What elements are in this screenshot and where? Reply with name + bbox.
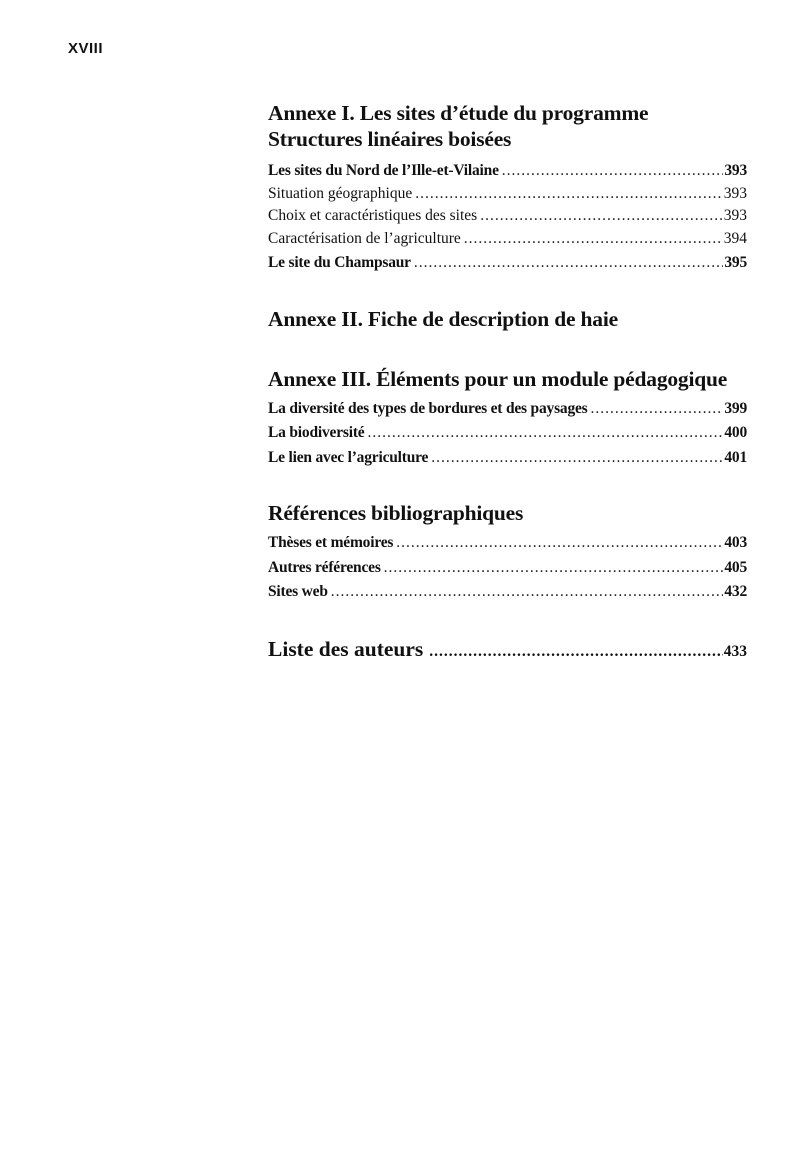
entry-page: 401 <box>724 448 747 466</box>
dot-leader <box>415 183 723 206</box>
toc-entry[interactable] <box>268 422 747 445</box>
entry-page: 393 <box>723 184 747 202</box>
entry-page: 395 <box>724 254 747 271</box>
entry-label: Les sites du Nord de l’Ille-et-Vilaine <box>268 162 499 179</box>
entry-label: Le site du Champsaur <box>268 254 411 271</box>
toc-entry[interactable] <box>268 557 747 580</box>
toc-entry[interactable] <box>268 183 747 206</box>
section-title: Annexe I. Les sites d’étude du programme Structures linéaires boisées <box>268 101 649 151</box>
dot-leader <box>367 422 723 445</box>
dot-leader <box>502 160 724 183</box>
entry-label: La diversité des types de bordures et des paysages <box>268 399 588 417</box>
dot-leader <box>464 228 723 251</box>
entry-label: Le lien avec l’agriculture <box>268 448 429 466</box>
toc-entry[interactable] <box>268 252 747 275</box>
toc-entry[interactable] <box>268 160 747 183</box>
entry-label: Thèses et mémoires <box>268 534 394 551</box>
toc-section-annexe-1 <box>268 100 747 275</box>
entry-page: 433 <box>723 642 747 660</box>
toc-entry[interactable] <box>268 447 747 470</box>
toc-entry[interactable] <box>268 581 747 604</box>
dot-leader <box>591 398 724 421</box>
entry-label: La biodiversité <box>268 424 365 441</box>
entry-label: Caractérisation de l’agriculture <box>268 229 461 247</box>
toc-entry[interactable] <box>268 398 747 421</box>
entry-page: 432 <box>724 583 747 600</box>
entry-page: 393 <box>724 162 747 179</box>
dot-leader <box>331 581 724 604</box>
toc-section-annexe-3 <box>268 366 747 470</box>
toc-entry[interactable] <box>268 532 747 555</box>
section-title: Références bibliographiques <box>268 501 524 525</box>
entry-page: 399 <box>724 399 747 417</box>
dot-leader <box>396 532 723 555</box>
toc-entry-authors[interactable] <box>268 636 747 665</box>
entry-page: 400 <box>724 424 747 441</box>
table-of-contents <box>268 100 747 665</box>
section-title: Annexe III. Éléments pour un module pédagogique <box>268 366 728 391</box>
section-title[interactable]: Annexe II. Fiche de description de haie <box>268 306 618 331</box>
entry-page: 403 <box>724 534 747 551</box>
entry-page: 394 <box>723 229 747 247</box>
entry-label: Autres références <box>268 558 381 576</box>
entry-label: Liste des auteurs <box>268 636 424 661</box>
dot-leader <box>429 639 722 665</box>
toc-section-annexe-2 <box>268 306 747 332</box>
entry-label: Choix et caractéristiques des sites <box>268 207 478 224</box>
toc-entry[interactable] <box>268 228 747 251</box>
toc-entry[interactable] <box>268 205 747 228</box>
page-folio: XVIII <box>68 40 104 57</box>
entry-page: 405 <box>724 558 747 576</box>
dot-leader <box>414 252 724 275</box>
entry-label: Sites web <box>268 583 328 600</box>
entry-page: 393 <box>723 207 747 224</box>
dot-leader <box>431 447 723 470</box>
dot-leader <box>480 205 723 228</box>
dot-leader <box>384 557 724 580</box>
entry-label: Situation géographique <box>268 184 413 202</box>
toc-section-references <box>268 500 747 604</box>
